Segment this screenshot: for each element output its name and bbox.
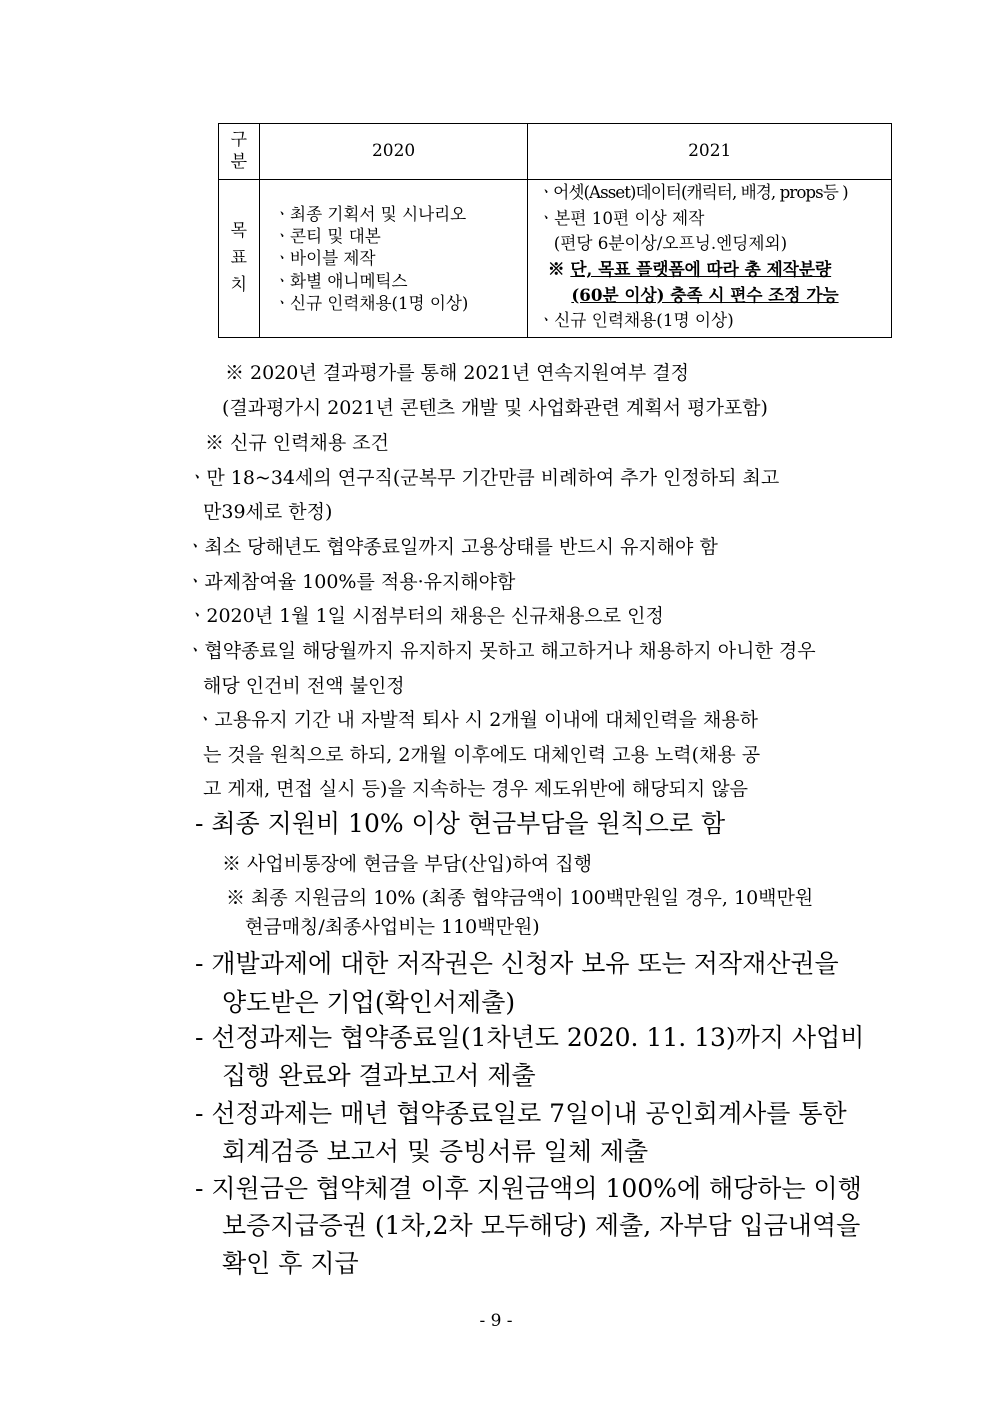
page-number: - 9 -: [479, 1311, 513, 1331]
goal-2020-item: ㆍ신규 인력채용(1명 이상): [273, 293, 469, 314]
table-goal-row: [219, 180, 892, 338]
audit-item-cont: 회계검증 보고서 및 증빙서류 일체 제출: [222, 1137, 649, 1166]
year-2021-header: 2021: [528, 124, 892, 180]
goal-2021-hire: ㆍ신규 인력채용(1명 이상): [538, 311, 735, 332]
category-char: 분: [230, 151, 248, 172]
goal-2021-asset: ㆍ어셋(Asset)데이터(캐릭터, 배경, props등 ): [538, 183, 849, 203]
cash-burden-note-2-cont: 현금매칭/최종사업비는 110백만원): [245, 916, 540, 938]
category-header-cell: [219, 124, 260, 180]
hiring-condition-date: ㆍ2020년 1월 1일 시점부터의 채용은 신규채용으로 인정: [188, 605, 664, 627]
hiring-condition-dismissal: ㆍ협약종료일 해당월까지 유지하지 못하고 해고하거나 채용하지 아니한 경우: [186, 640, 816, 662]
budget-execution-item-cont: 집행 완료와 결과보고서 제출: [222, 1061, 536, 1090]
goal-label-char: 치: [230, 275, 248, 296]
goals-2020-cell: [259, 180, 528, 338]
copyright-item: - 개발과제에 대한 저작권은 신청자 보유 또는 저작재산권을: [195, 949, 839, 978]
goal-2020-item: ㆍ콘티 및 대본: [273, 227, 381, 248]
goal-2020-item: ㆍ화별 애니메틱스: [273, 271, 408, 292]
goal-table: [218, 123, 892, 338]
table-header-row: [219, 124, 892, 180]
payment-item-cont2: 확인 후 지급: [222, 1249, 359, 1278]
hiring-condition-age: ㆍ만 18~34세의 연구직(군복무 기간만큼 비례하여 추가 인정하되 최고: [188, 467, 780, 489]
cash-burden-note-2: ※ 최종 지원금의 10% (최종 협약금액이 100백만원일 경우, 10백만원: [226, 887, 814, 909]
hiring-condition-replacement: ㆍ고용유지 기간 내 자발적 퇴사 시 2개월 이내에 대체인력을 채용하: [196, 709, 759, 731]
note-line-1: 단, 목표 플랫폼에 따라 총 제작분량: [570, 259, 832, 280]
hiring-condition-participation: ㆍ과제참여율 100%를 적용·유지해야함: [186, 571, 516, 593]
eval-note: ※ 2020년 결과평가를 통해 2021년 연속지원여부 결정: [225, 362, 689, 384]
cash-burden-note-1: ※ 사업비통장에 현금을 부담(산입)하여 집행: [222, 853, 593, 875]
goal-2020-item: ㆍ바이블 제작: [273, 249, 376, 270]
hiring-conditions-heading: ※ 신규 인력채용 조건: [205, 432, 389, 454]
category-char: 구: [230, 130, 248, 151]
payment-item-cont1: 보증지급증권 (1차,2차 모두해당) 제출, 자부담 입금내역을: [222, 1211, 861, 1240]
hiring-condition-replacement-cont1: 는 것을 원칙으로 하되, 2개월 이후에도 대체인력 고용 노력(채용 공: [203, 744, 761, 766]
note-mark: ※: [548, 259, 571, 280]
note-line-2: (60분 이상) 충족 시 편수 조정 가능: [571, 285, 839, 306]
payment-item: - 지원금은 협약체결 이후 지원금액의 100%에 해당하는 이행: [195, 1174, 862, 1203]
goal-label-cell: [219, 180, 260, 338]
budget-execution-item: - 선정과제는 협약종료일(1차년도 2020. 11. 13)까지 사업비: [195, 1023, 865, 1052]
eval-note-detail: (결과평가시 2021년 콘텐츠 개발 및 사업화관련 계획서 평가포함): [222, 397, 768, 419]
goal-2021-episodes-detail: (편당 6분이상/오프닝.엔딩제외): [554, 234, 788, 255]
cash-burden-item: - 최종 지원비 10% 이상 현금부담을 원칙으로 함: [195, 809, 726, 838]
audit-item: - 선정과제는 매년 협약종료일로 7일이내 공인회계사를 통한: [195, 1099, 847, 1128]
goal-2021-episodes: ㆍ본편 10편 이상 제작: [538, 208, 705, 229]
goals-2021-cell: [528, 180, 892, 338]
hiring-condition-age-cont: 만39세로 한정): [203, 501, 333, 523]
goal-label-char: 목: [230, 220, 248, 241]
goal-label-char: 표: [230, 247, 248, 268]
hiring-condition-replacement-cont2: 고 게재, 면접 실시 등)을 지속하는 경우 제도위반에 해당되지 않음: [203, 778, 749, 800]
hiring-condition-employment: ㆍ최소 당해년도 협약종료일까지 고용상태를 반드시 유지해야 함: [186, 536, 718, 558]
year-2020-header: 2020: [259, 124, 528, 180]
hiring-condition-dismissal-cont: 해당 인건비 전액 불인정: [203, 675, 405, 697]
copyright-item-cont: 양도받은 기업(확인서제출): [222, 988, 516, 1017]
goal-2021-note: [538, 258, 884, 284]
goal-2020-item: ㆍ최종 기획서 및 시나리오: [273, 205, 466, 226]
